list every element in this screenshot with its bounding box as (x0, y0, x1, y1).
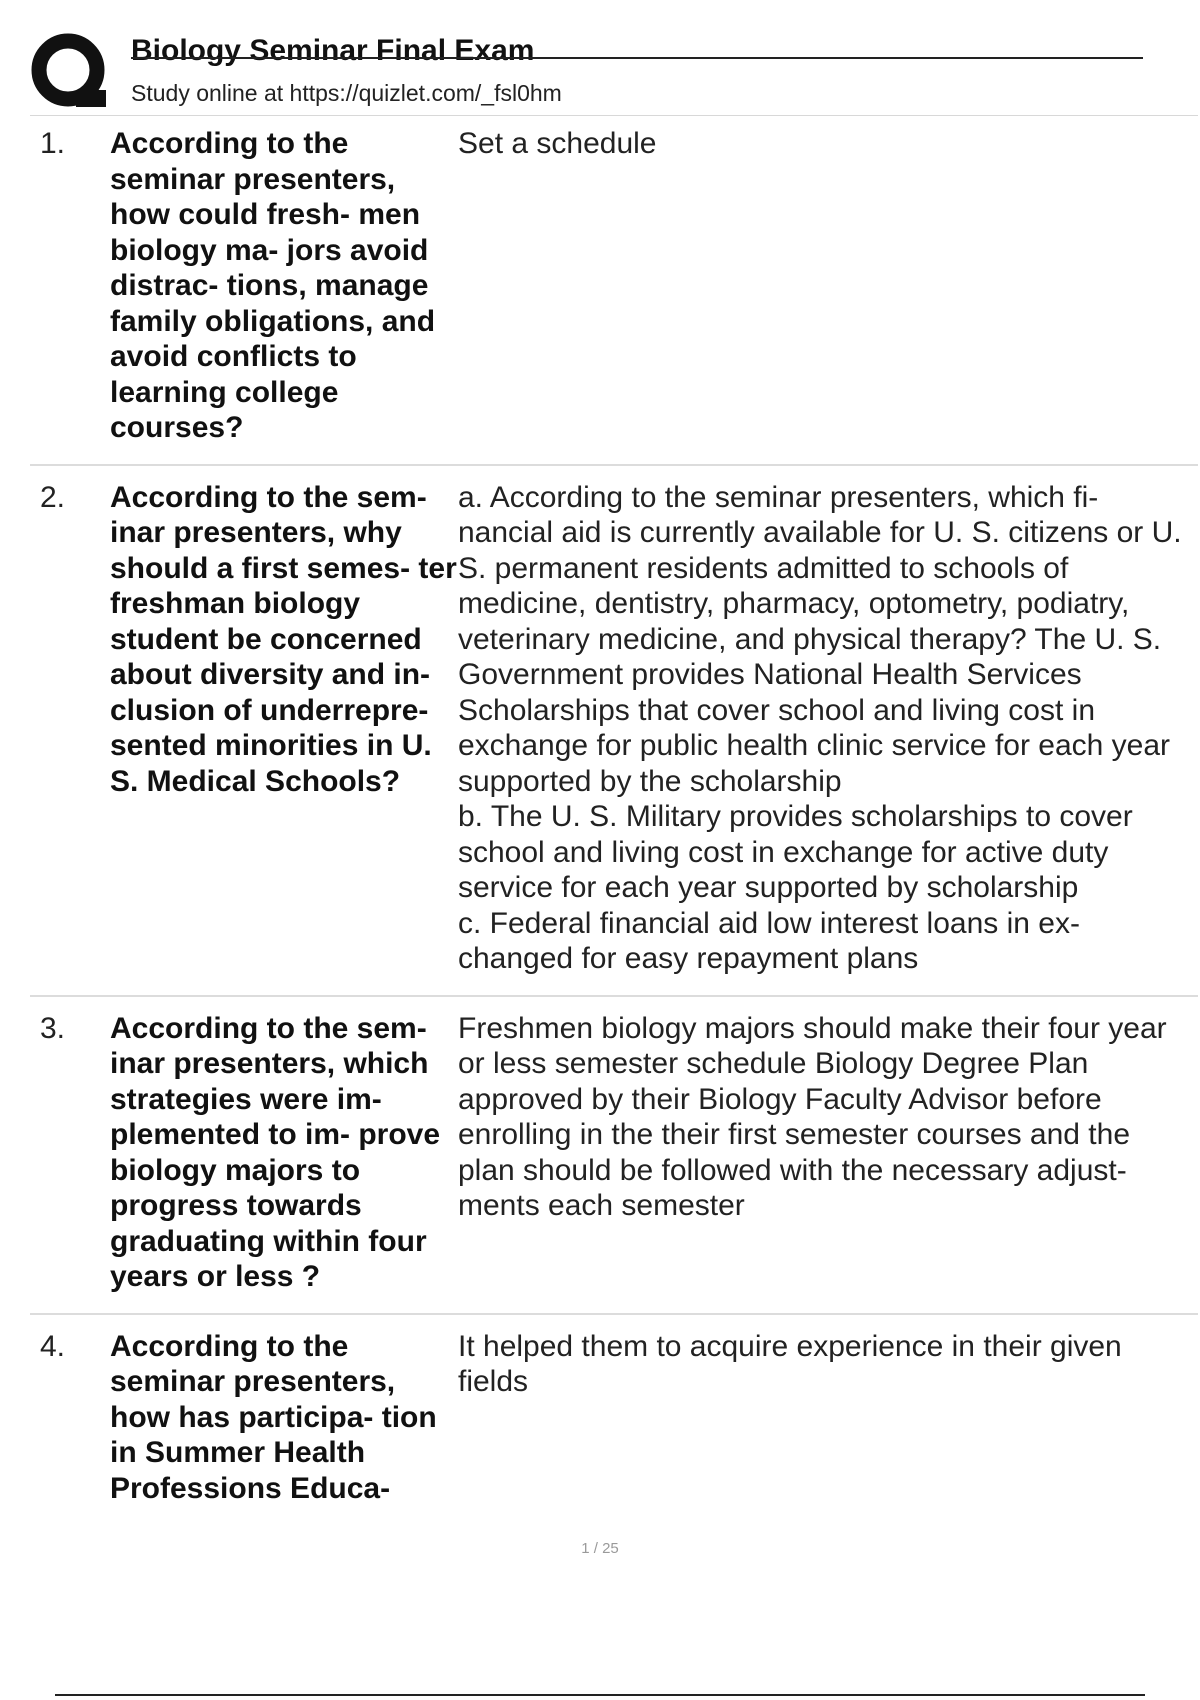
study-online-link[interactable]: Study online at https://quizlet.com/_fsl0hm (131, 80, 562, 106)
card-term: According to the seminar presenters, how has participa- tion in Summer Health Professions Educa- (110, 1329, 437, 1505)
card-number: 3. (40, 1011, 66, 1045)
flashcard-row (30, 1007, 1198, 1315)
title-underline (131, 57, 1143, 59)
card-definition (458, 1329, 1198, 1400)
footer-divider (55, 1694, 1145, 1696)
card-term: According to the sem- inar presenters, why should a first semes- ter freshman biology student be concerned about diversity and in- clusion of underrepre- sented minorities in U. S. Medical Schools? (110, 480, 457, 798)
definition-line: a. According to the seminar presenters, which fi- nancial aid is currently available for U. S. citizens or U. S. permanent residents admitted to schools of medicine, dentistry, pharmacy, optometry, podiatry, veterinary medicine, and physical therapy? The U. S. Government provides National Health Services Scholarships that cover school and living cost in exchange for public health clinic service for each year supported by the scholarship (458, 480, 1182, 798)
page-header (0, 0, 1200, 118)
card-definition (458, 126, 1198, 162)
card-number: 4. (40, 1329, 66, 1363)
flashcard-row (30, 1325, 1198, 1525)
definition-line: c. Federal financial aid low interest loans in ex- changed for easy repayment plans (458, 906, 1080, 975)
quizlet-logo-icon (30, 32, 110, 112)
card-definition (458, 1011, 1198, 1224)
definition-line: Freshmen biology majors should make their four year or less semester schedule Biology Degree Plan approved by their Biology Faculty Advisor before enrolling in the their first semester courses and the plan should be followed with the necessary adjust- ments each semester (458, 1011, 1167, 1222)
definition-line: Set a schedule (458, 127, 657, 160)
flashcard-list (30, 122, 1198, 1534)
flashcard-row (30, 476, 1198, 997)
card-number: 1. (40, 127, 66, 160)
flashcard-row (30, 122, 1198, 466)
page-title: Biology Seminar Final Exam (131, 34, 535, 67)
card-definition (458, 480, 1198, 977)
header-divider (30, 115, 1198, 116)
page-number: 1 / 25 (581, 1540, 619, 1557)
definition-line: It helped them to acquire experience in their given fields (458, 1329, 1122, 1398)
card-number: 2. (40, 480, 66, 514)
definition-line: b. The U. S. Military provides scholarships to cover school and living cost in exchange for active duty service for each year supported by scholarship (458, 800, 1133, 904)
card-term: According to the seminar presenters, how could fresh- men biology ma- jors avoid distrac- tions, manage family obligations, and avoid conflicts to learning college courses? (110, 127, 436, 444)
card-term: According to the sem- inar presenters, which strategies were im- plemented to im- prove biology majors to progress towards graduating within four years or less ? (110, 1011, 441, 1293)
